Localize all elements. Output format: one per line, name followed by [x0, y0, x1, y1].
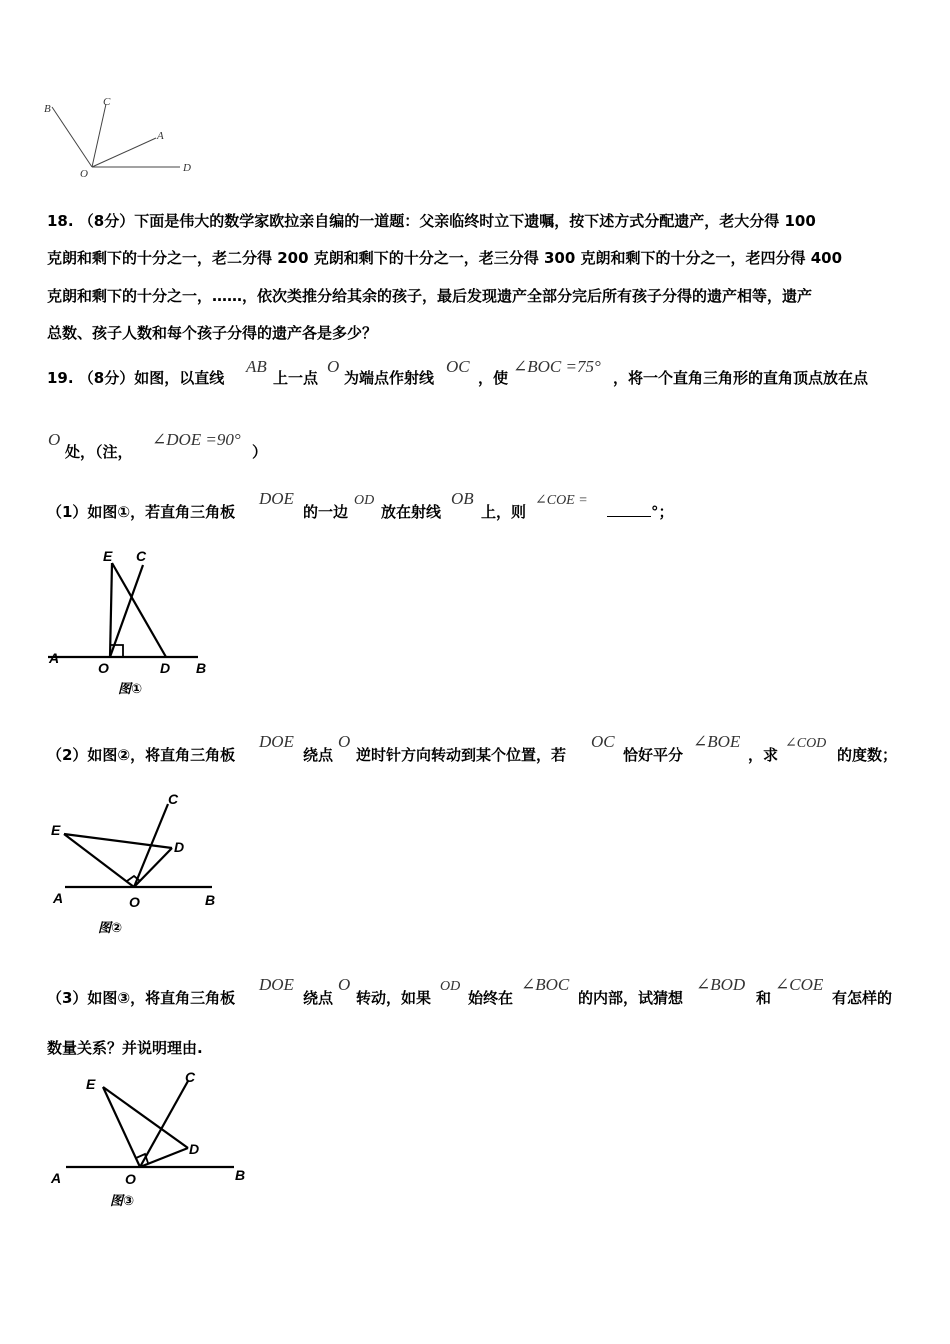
label-B: B — [44, 103, 51, 115]
q19-math-AB: AB — [246, 357, 267, 376]
p1-text-a: （1）如图①，若直角三角板 — [47, 503, 236, 521]
p1-math-DOE: DOE — [259, 489, 294, 508]
q19-text-7: ） — [252, 443, 268, 461]
p1-text-d: 上，则 — [481, 503, 527, 521]
p1-angle-COE: ∠COE = — [535, 493, 588, 508]
label-D: D — [189, 1141, 200, 1157]
p1-answer-blank[interactable] — [607, 502, 651, 517]
caption: 图① — [118, 681, 143, 696]
p1-math-OB: OB — [451, 489, 474, 508]
label-A: A — [49, 650, 60, 666]
figure-2 — [48, 790, 228, 940]
p2-text-f: 的度数； — [837, 746, 898, 764]
q19-text-4: ，使 — [478, 369, 509, 387]
q19-math-O-2: O — [48, 430, 61, 449]
label-C: C — [168, 791, 179, 807]
p3-text-a: （3）如图③，将直角三角板 — [47, 989, 236, 1007]
p3-math-OD: OD — [440, 979, 461, 994]
ray-OC — [140, 1081, 188, 1167]
p3-angle-COE: ∠COE — [775, 975, 824, 994]
label-O: O — [98, 660, 109, 676]
p1-answer-line — [607, 502, 674, 522]
q18-line4: 总数、孩子人数和每个孩子分得的遗产各是多少？ — [47, 324, 378, 342]
p3-angle-BOC: ∠BOC — [521, 975, 570, 994]
q18-line3: 克朗和剩下的十分之一，……，依次类推分给其余的孩子，最后发现遗产全部分完后所有孩子分得的遗产相等，遗产 — [47, 287, 813, 305]
p2-text-b: 绕点 — [303, 746, 334, 764]
p2-math-DOE: DOE — [259, 732, 294, 751]
ray-OC — [134, 804, 168, 887]
label-B: B — [235, 1167, 246, 1183]
q19-angle-DOE: ∠DOE =90° — [152, 430, 241, 449]
side-ED — [103, 1087, 188, 1148]
q19-angle-BOC: ∠BOC =75° — [513, 357, 601, 376]
p3-math-DOE: DOE — [259, 975, 294, 994]
p2-angle-COD: ∠COD — [785, 736, 827, 751]
label-A: A — [157, 130, 164, 142]
q18-line2: 克朗和剩下的十分之一，老二分得 200 克朗和剩下的十分之一，老三分得 300 克朗和剩下的十分之一，老四分得 400 — [47, 249, 843, 267]
ray-OC — [110, 565, 143, 657]
label-A: A — [51, 1170, 62, 1186]
label-E: E — [86, 1076, 96, 1092]
side-OE — [110, 563, 112, 657]
q19-math-OC: OC — [446, 357, 470, 376]
p3-line2: 数量关系？并说明理由. — [47, 1039, 203, 1057]
figure-1 — [48, 545, 218, 705]
p2-text-e: ，求 — [748, 746, 779, 764]
p3-text-d: 始终在 — [468, 989, 514, 1007]
q19-text-3: 为端点作射线 — [344, 369, 435, 387]
label-C: C — [185, 1069, 196, 1085]
label-A: A — [53, 890, 64, 906]
label-O: O — [125, 1171, 136, 1187]
q18-line1: 18. （8分）下面是伟大的数学家欧拉亲自编的一道题：父亲临终时立下遗嘱，按下述方式分配遗产，老大分得 100 — [47, 212, 816, 230]
p3-angle-BOD: ∠BOD — [696, 975, 746, 994]
caption: 图③ — [110, 1193, 135, 1208]
caption: 图② — [98, 920, 123, 935]
label-C: C — [103, 96, 111, 108]
label-O: O — [129, 894, 140, 910]
p2-text-d: 恰好平分 — [623, 746, 684, 764]
q19-text-6: 处，（注， — [65, 443, 133, 461]
p3-text-c: 转动，如果 — [356, 989, 432, 1007]
ray-OA — [92, 138, 156, 167]
label-D: D — [174, 839, 185, 855]
label-E: E — [103, 548, 113, 564]
p1-math-OD: OD — [354, 493, 375, 508]
p1-text-e: °； — [651, 503, 674, 521]
label-D: D — [160, 660, 171, 676]
label-B: B — [205, 892, 216, 908]
q19-math-O: O — [327, 357, 340, 376]
p2-math-O: O — [338, 732, 351, 751]
p3-math-O: O — [338, 975, 351, 994]
label-D: D — [183, 162, 191, 174]
label-O: O — [80, 168, 88, 180]
p1-text-b: 的一边 — [303, 503, 349, 521]
label-C: C — [136, 548, 147, 564]
p3-text-e: 的内部，试猜想 — [578, 989, 684, 1007]
ray-OC — [92, 104, 106, 167]
p3-text-b: 绕点 — [303, 989, 334, 1007]
q19-text-5: ，将一个直角三角形的直角顶点放在点 — [613, 369, 869, 387]
q19-text-1: 19. （8分）如图，以直线 — [47, 369, 225, 387]
p2-text-c: 逆时针方向转动到某个位置，若 — [356, 746, 567, 764]
p3-text-f: 和 — [756, 989, 772, 1007]
p2-angle-BOE: ∠BOE — [693, 732, 741, 751]
figure-3 — [48, 1068, 258, 1218]
p1-text-c: 放在射线 — [381, 503, 442, 521]
label-E: E — [51, 822, 61, 838]
p2-text-a: （2）如图②，将直角三角板 — [47, 746, 236, 764]
ray-OB — [52, 107, 92, 167]
p3-text-g: 有怎样的 — [832, 989, 893, 1007]
p2-math-OC: OC — [591, 732, 615, 751]
side-OD — [140, 1148, 188, 1167]
q19-text-2: 上一点 — [273, 369, 319, 387]
label-B: B — [196, 660, 207, 676]
figure-17 — [40, 95, 210, 185]
